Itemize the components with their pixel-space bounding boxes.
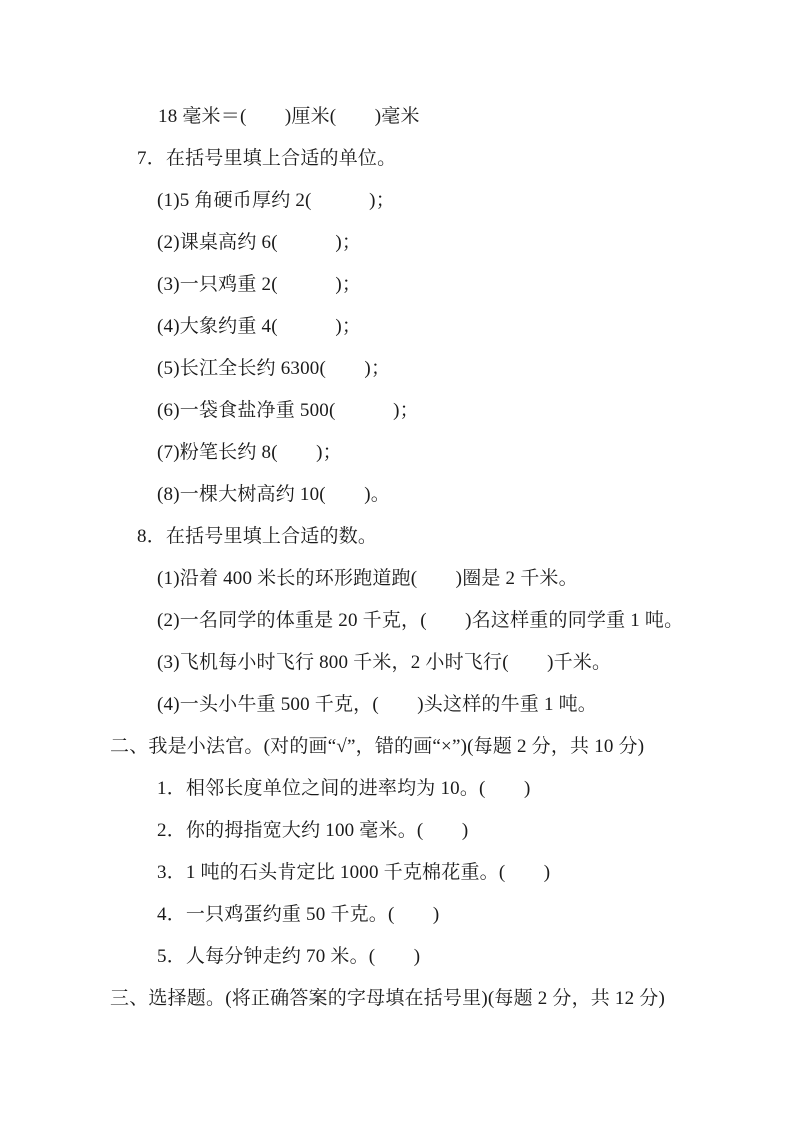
question-8-item-4: (4)一头小牛重 500 千克，( )头这样的牛重 1 吨。 [157, 694, 598, 715]
judge-item-5: 5．人每分钟走约 70 米。( ) [157, 946, 421, 967]
question-7-item-8: (8)一棵大树高约 10( )。 [157, 484, 390, 505]
fill-blank-conversion-line: 18 毫米＝( )厘米( )毫米 [158, 106, 420, 127]
question-7-item-2: (2)课桌高约 6( )； [157, 232, 362, 253]
question-7-item-1: (1)5 角硬币厚约 2( )； [157, 190, 395, 211]
judge-item-4: 4．一只鸡蛋约重 50 千克。( ) [157, 904, 440, 925]
question-7-item-5: (5)长江全长约 6300( )； [157, 358, 391, 379]
question-7-item-7: (7)粉笔长约 8( )； [157, 442, 342, 463]
section-2-title: 二、我是小法官。(对的画“√”，错的画“×”)(每题 2 分，共 10 分) [110, 736, 645, 757]
question-8-item-3: (3)飞机每小时飞行 800 千米，2 小时飞行( )千米。 [157, 652, 612, 673]
section-3-title: 三、选择题。(将正确答案的字母填在括号里)(每题 2 分，共 12 分) [110, 988, 666, 1009]
judge-item-2: 2．你的拇指宽大约 100 毫米。( ) [157, 820, 469, 841]
judge-item-3: 3．1 吨的石头肯定比 1000 千克棉花重。( ) [157, 862, 551, 883]
document-lines [0, 96, 793, 1020]
question-8-item-1: (1)沿着 400 米长的环形跑道跑( )圈是 2 千米。 [157, 568, 578, 589]
judge-item-1: 1．相邻长度单位之间的进率均为 10。( ) [157, 778, 531, 799]
question-7-item-3: (3)一只鸡重 2( )； [157, 274, 362, 295]
question-7-item-4: (4)大象约重 4( )； [157, 316, 362, 337]
question-7-item-6: (6)一袋食盐净重 500( )； [157, 400, 419, 421]
question-8-item-2: (2)一名同学的体重是 20 千克，( )名这样重的同学重 1 吨。 [157, 610, 684, 631]
question-8-title: 8．在括号里填上合适的数。 [137, 526, 378, 547]
question-7-title: 7．在括号里填上合适的单位。 [137, 148, 397, 169]
